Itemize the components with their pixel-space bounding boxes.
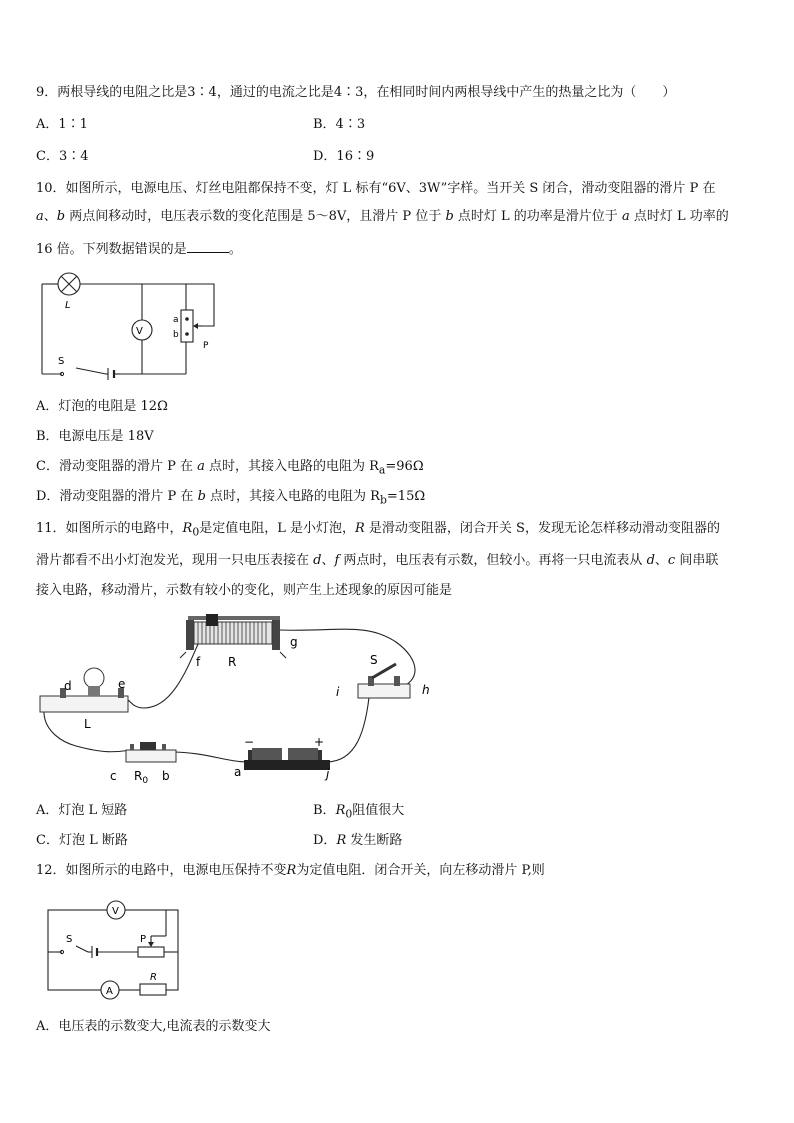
subscript: b [379,493,387,507]
var-d: d [313,553,322,568]
label-i: i [336,685,340,699]
subscript: 0 [192,525,200,539]
text: 点时，其接入电路的电阻为 R [204,459,379,474]
label-plus: + [314,735,325,749]
var-a: a [36,209,44,224]
point-a-label: a [173,315,179,325]
text: 、 [321,553,335,568]
q10-option-d[interactable] [36,488,425,510]
text: C．滑动变阻器的滑片 P 在 [36,459,198,474]
text: D．滑动变阻器的滑片 P 在 [36,489,198,504]
q10-stem-line1: 10．如图所示，电源电压、灯丝电阻都保持不变，灯 L 标有“6V、3W”字样。当开关 S 闭合，滑动变阻器的滑片 P 在 [36,181,716,196]
label-j: j [326,767,330,781]
label-g: g [290,635,298,649]
label-b: b [162,769,170,783]
answer-blank[interactable] [187,240,229,253]
var-f: f [334,553,340,568]
q11-option-c[interactable]: C．灯泡 L 断路 [36,833,128,848]
var-r: R [182,521,193,536]
var-b: b [197,489,206,504]
label-e: e [118,677,126,691]
text: 间串联 [675,553,719,568]
q10-circuit-diagram [36,268,226,384]
text: 是定值电阻，L 是小灯泡， [199,521,355,536]
q11-stem-line3: 接入电路，移动滑片，示数有较小的变化，则产生上述现象的原因可能是 [36,583,453,598]
ammeter-label: A [106,986,113,997]
q10-option-b[interactable]: B．电源电压是 18V [36,429,154,444]
var-a: a [621,209,630,224]
text: 、 [43,209,57,224]
text: 。 [228,242,242,257]
q9-option-b[interactable]: B．4∶3 [313,117,366,132]
q11-stem-line2 [36,552,718,570]
q11-option-a[interactable]: A．灯泡 L 短路 [36,803,128,818]
var-b: b [445,209,454,224]
resistor-label: R [150,972,157,983]
text: =96Ω [385,459,424,474]
var-b: b [56,209,66,224]
text: 是滑动变阻器，闭合开关 S，发现无论怎样移动滑动变阻器的 [364,521,720,536]
slider-label: P [203,341,209,351]
text: 两点间移动时，电压表示数的变化范围是 5～8V，且滑片 P 位于 [65,209,446,224]
label-c: c [110,769,117,783]
q10-option-a[interactable]: A．灯泡的电阻是 12Ω [36,399,168,414]
text: 阻值很大 [352,803,405,818]
lamp [40,668,128,712]
var-c: c [667,553,676,568]
slider-label: P [140,934,147,945]
var-d: d [646,553,655,568]
text: 11．如图所示的电路中， [36,521,183,536]
var-r: R [336,833,347,848]
text: =15Ω [386,489,426,504]
var-r: R [286,863,297,878]
switch [358,664,410,698]
q11-option-b[interactable] [313,802,404,824]
text: 点时灯 L 的功率是滑片位于 [453,209,622,224]
label-f: f [196,655,201,669]
q12-option-a[interactable]: A．电压表的示数变大,电流表的示数变大 [36,1019,271,1034]
text: 为定值电阻．闭合开关，向左移动滑片 P,则 [296,863,545,878]
label-d: d [64,679,72,693]
text: B． [313,803,336,818]
point-b-label: b [173,330,179,340]
lamp-label: L [65,300,71,311]
battery [244,748,330,770]
subscript: 0 [345,807,353,821]
switch-label: S [58,356,65,367]
q12-stem [36,862,545,880]
q9-option-d[interactable]: D．16∶9 [313,149,375,164]
rheostat [180,614,286,658]
text: 点时灯 L 功率的 [629,209,729,224]
label-r: R [228,655,237,669]
q12-circuit-diagram [40,898,186,1004]
q10-stem-line2 [36,208,729,226]
resistor-r0 [126,742,176,762]
text: 、 [654,553,668,568]
text: 12．如图所示的电路中，电源电压保持不变 [36,863,287,878]
label-minus: − [244,735,255,749]
var-r: R [355,521,365,536]
q11-physical-circuit [36,612,436,790]
var-r: R [335,803,346,818]
var-a: a [197,459,205,474]
label-l: L [84,717,91,731]
text: 发生断路 [346,833,403,848]
text: 滑片都看不出小灯泡发光，现用一只电压表接在 [36,553,314,568]
voltmeter-label: V [136,326,143,337]
label-a: a [234,765,242,779]
switch-label: S [66,934,73,945]
text: D． [313,833,337,848]
q10-stem-line3 [36,240,242,259]
q11-option-d[interactable] [313,832,402,850]
q9-option-c[interactable]: C．3∶4 [36,149,89,164]
voltmeter-label: V [112,906,119,917]
subscript: a [378,463,386,477]
label-h: h [422,683,430,697]
label-s: S [370,653,378,667]
label-r0: $R_0$ [134,769,149,786]
q11-stem-line1 [36,520,720,542]
q10-option-c[interactable] [36,458,424,480]
text: 16 倍。下列数据错误的是 [36,242,187,257]
text: 点时，其接入电路的电阻为 R [205,489,380,504]
text: 两点时，电压表有示数，但较小。再将一只电流表从 [339,553,647,568]
q9-stem: 9．两根导线的电阻之比是3∶4，通过的电流之比是4∶3，在相同时间内两根导线中产生的热量之比为（ ） [36,85,676,100]
q9-option-a[interactable]: A．1∶1 [36,117,88,132]
